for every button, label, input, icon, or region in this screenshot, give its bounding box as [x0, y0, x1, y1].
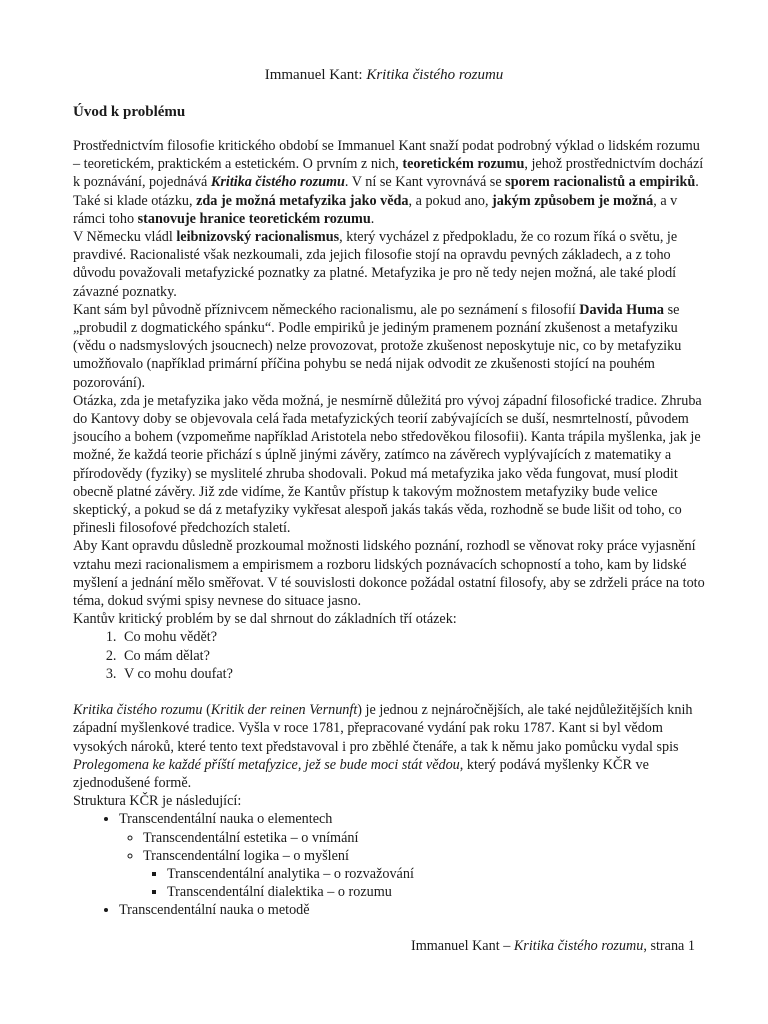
list-item: • Transcendentální nauka o metodě [119, 901, 705, 919]
list-item: ▪ Transcendentální dialektika – o rozumu [167, 883, 705, 901]
paragraph-structure-intro: Struktura KČR je následující: [73, 793, 242, 810]
paragraph-hume: Kant sám byl původně příznivcem německého racionalismu, ale po seznámení s filosofií Davida Huma se „probudil z dogmatického spánku“. Podle empiriků je jediným pramenem poznání zkušenost a metafyziku (vědu o nadsmyslových jsoucnech) nelze provozovat, protože zkušenost neposkytuje nic, co by metafyziku umožňovalo (například primární příčina pohybu se nedá nijak odvodit ze zkušenosti stojící na pouhém pozorování). [73, 301, 682, 391]
paragraph-questions-intro: Kantův kritický problém by se dal shrnout do základních tří otázek: [73, 611, 457, 628]
structure-list [73, 810, 705, 919]
list-item: • Transcendentální nauka o elementech ◦ Transcendentální estetika – o vnímání ◦ Transcendentální logika – o myšlení ▪ Transcendentální analytika – o rozvažování ▪ Transcendentální dialektika – o rozumu [119, 810, 705, 901]
title-author: Immanuel Kant: [264, 67, 367, 83]
paragraph-metaphysics: Otázka, zda je metafyzika jako věda možná, je nesmírně důležitá pro vývoj západní filosofické tradice. Zhruba do Kantovy doby se objevovala celá řada metafyzických teorií zabývajících se duší, nesmrtelností, původem jsoucího a bohem (vzpomeňme například Aristotela nebo středověkou filosofii). Kanta trápila myšlenka, jak je možné, že každá teorie přichází s úplně jinými závěry, zatímco na závěrech vyplývajících z matematiky a přírodovědy (fyziky) se myslitelé zhruba shodovali. Pokud má metafyzika jako věda fungovat, musí plodit obecně platné závěry. Již zde vidíme, že Kantův přístup k takovým možnostem metafyziky bude velice skeptický, a pokud se dá z metafyziky vykřesat alespoň jakás takás věda, rozhodně se bude lišit od toho, co přinesli filosofové předchozích staletí. [73, 392, 702, 537]
page-title [0, 66, 768, 85]
paragraph-rationalism: V Německu vládl leibnizovský racionalismus, který vycházel z předpokladu, že co rozum říká o světu, je pravdivé. Racionalisté však nezkoumali, zda jejich filosofie stojí na opravdu pevných základech, a z toho důvodu považovali metafyzické poznatky za platné. Metafyzika je pro ně tedy nejen možná, ale také plodí závazné poznatky. [73, 229, 678, 300]
list-item: 3. V co mohu doufat? [120, 665, 705, 683]
list-item: ◦ Transcendentální estetika – o vnímání [143, 829, 705, 847]
spacer [73, 683, 705, 701]
paragraph-book-info: Kritika čistého rozumu (Kritik der reinen Vernunft) je jednou z nejnáročnějších, ale také nejdůležitějších knih západní myšlenkové tradice. Vyšla v roce 1781, přepracované vydání pak roku 1787. Kant si byl vědom vysokých nároků, které tento text představoval i pro zběhlé čtenáře, a tak k němu jako pomůcku vydal spis Prolegomena ke každé příští metafyzice, jež se bude moci stát vědou, který podává myšlenky KČR ve zjednodušené formě. [73, 702, 693, 791]
list-item: 1. Co mohu vědět? [120, 628, 705, 646]
section-heading: Úvod k problému [73, 104, 186, 120]
document-body [73, 137, 705, 920]
paragraph-critique-aim: Aby Kant opravdu důsledně prozkoumal možnosti lidského poznání, rozhodl se věnovat roky práce vyjasnění vztahu mezi racionalismem a empirismem a rozboru lidských poznávacích schopností a toho, kam by lidské myšlení a jednání mělo směřovat. V té souvislosti dokonce požádal ostatní filosofy, aby se zdrželi práce na toto téma, dokud svými spisy nevnese do situace jasno. [73, 538, 705, 610]
page-footer: Immanuel Kant – Kritika čistého rozumu, strana 1 [411, 938, 695, 954]
structure-sublist [119, 829, 705, 902]
list-item: ▪ Transcendentální analytika – o rozvažování [167, 865, 705, 883]
title-work: Kritika čistého rozumu [366, 67, 504, 83]
questions-list [73, 628, 705, 683]
list-item: ◦ Transcendentální logika – o myšlení ▪ Transcendentální analytika – o rozvažování ▪ Transcendentální dialektika – o rozumu [143, 847, 705, 902]
list-item: 2. Co mám dělat? [120, 647, 705, 665]
structure-subsublist [143, 865, 705, 901]
paragraph-intro: Prostřednictvím filosofie kritického období se Immanuel Kant snaží podat podrobný výklad o lidském rozumu – teoretickém, praktickém a estetickém. O prvním z nich, teoretickém rozumu, jehož prostřednictvím dochází k poznávání, pojednává Kritika čistého rozumu. V ní se Kant vyrovnává se sporem racionalistů a empiriků. Také si klade otázku, zda je možná metafyzika jako věda, a pokud ano, jakým způsobem je možná, a v rámci toho stanovuje hranice teoretickém rozumu. [73, 138, 704, 227]
